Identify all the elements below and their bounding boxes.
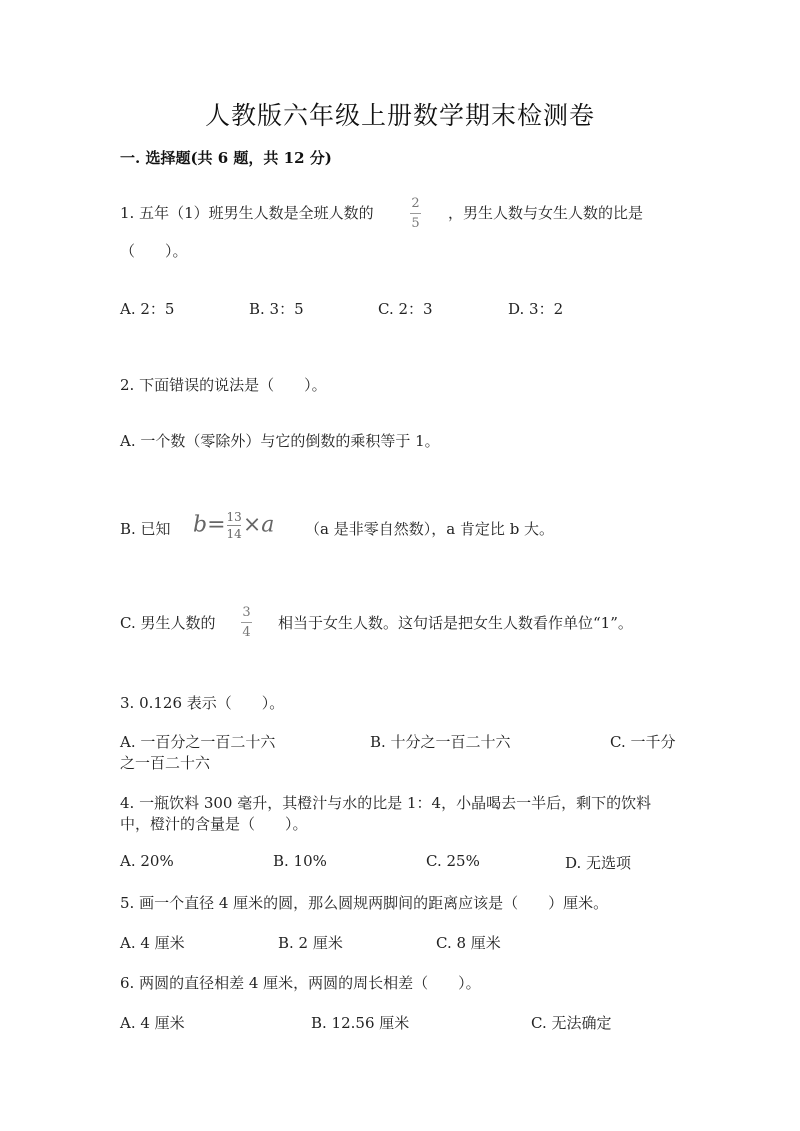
q1-fraction-num: 2 — [411, 196, 420, 211]
q2-option-c-text-b: 相当于女生人数。这句话是把女生人数看作单位“1”。 — [278, 614, 633, 632]
q3-option-c-line1: C. 一千分 — [610, 733, 676, 751]
q3-option-c-line2: 之一百二十六 — [120, 754, 211, 772]
q6-stem: 6. 两圆的直径相差 4 厘米，两圆的周长相差（ ）。 — [120, 974, 481, 992]
q3-option-b: B. 十分之一百二十六 — [370, 733, 511, 751]
q4-stem-line2: 中，橙汁的含量是（ ）。 — [120, 815, 308, 833]
q1-option-c: C. 2：3 — [378, 300, 433, 318]
q2-formula-lhs: b= — [193, 512, 226, 538]
q2-formula-rhs: ×a — [242, 512, 275, 538]
q6-option-b: B. 12.56 厘米 — [311, 1014, 410, 1032]
q1-text-b: ，男生人数与女生人数的比是 — [448, 204, 644, 222]
q3-stem: 3. 0.126 表示（ ）。 — [120, 694, 285, 712]
q1-option-b: B. 3：5 — [249, 300, 304, 318]
q1-text-a: 1. 五年（1）班男生人数是全班人数的 — [120, 204, 374, 222]
q4-option-b: B. 10% — [273, 852, 327, 870]
q2-option-b-text-b: （a 是非零自然数），a 肯定比 b 大。 — [305, 520, 555, 538]
section-heading: 一. 选择题(共 6 题，共 12 分) — [120, 149, 332, 167]
q5-stem: 5. 画一个直径 4 厘米的圆，那么圆规两脚间的距离应该是（ ）厘米。 — [120, 894, 609, 912]
q3-option-a: A. 一百分之一百二十六 — [120, 733, 276, 751]
q4-option-a: A. 20% — [120, 852, 174, 870]
q6-option-a: A. 4 厘米 — [120, 1014, 185, 1032]
q1-option-a: A. 2：5 — [120, 300, 175, 318]
q2-option-a: A. 一个数（零除外）与它的倒数的乘积等于 1。 — [120, 432, 440, 450]
page-title: 人教版六年级上册数学期末检测卷 — [204, 101, 595, 130]
q5-option-c: C. 8 厘米 — [436, 934, 501, 952]
q4-option-c: C. 25% — [426, 852, 480, 870]
q1-option-d: D. 3：2 — [508, 300, 564, 318]
q2-option-b-formula — [193, 511, 274, 540]
q4-option-d: D. 无选项 — [565, 854, 632, 872]
q2-formula-num: 13 — [226, 510, 242, 524]
q5-option-a: A. 4 厘米 — [120, 934, 185, 952]
q1-fraction — [410, 197, 421, 230]
q2-option-c-fraction — [241, 606, 252, 639]
q2-option-c-den: 4 — [242, 625, 251, 640]
q2-stem: 2. 下面错误的说法是（ ）。 — [120, 376, 327, 394]
q2-option-b-text-a: B. 已知 — [120, 520, 171, 538]
q6-option-c: C. 无法确定 — [531, 1014, 612, 1032]
q4-stem-line1: 4. 一瓶饮料 300 毫升，其橙汁与水的比是 1：4，小晶喝去一半后，剩下的饮料 — [120, 794, 652, 812]
q5-option-b: B. 2 厘米 — [278, 934, 343, 952]
q1-fraction-den: 5 — [411, 216, 420, 231]
q2-option-c-text-a: C. 男生人数的 — [120, 614, 216, 632]
q1-text-c: （ ）。 — [120, 242, 188, 260]
q2-formula-fraction — [227, 511, 242, 540]
q2-option-c-num: 3 — [242, 605, 251, 620]
q2-formula-den: 14 — [226, 527, 242, 541]
